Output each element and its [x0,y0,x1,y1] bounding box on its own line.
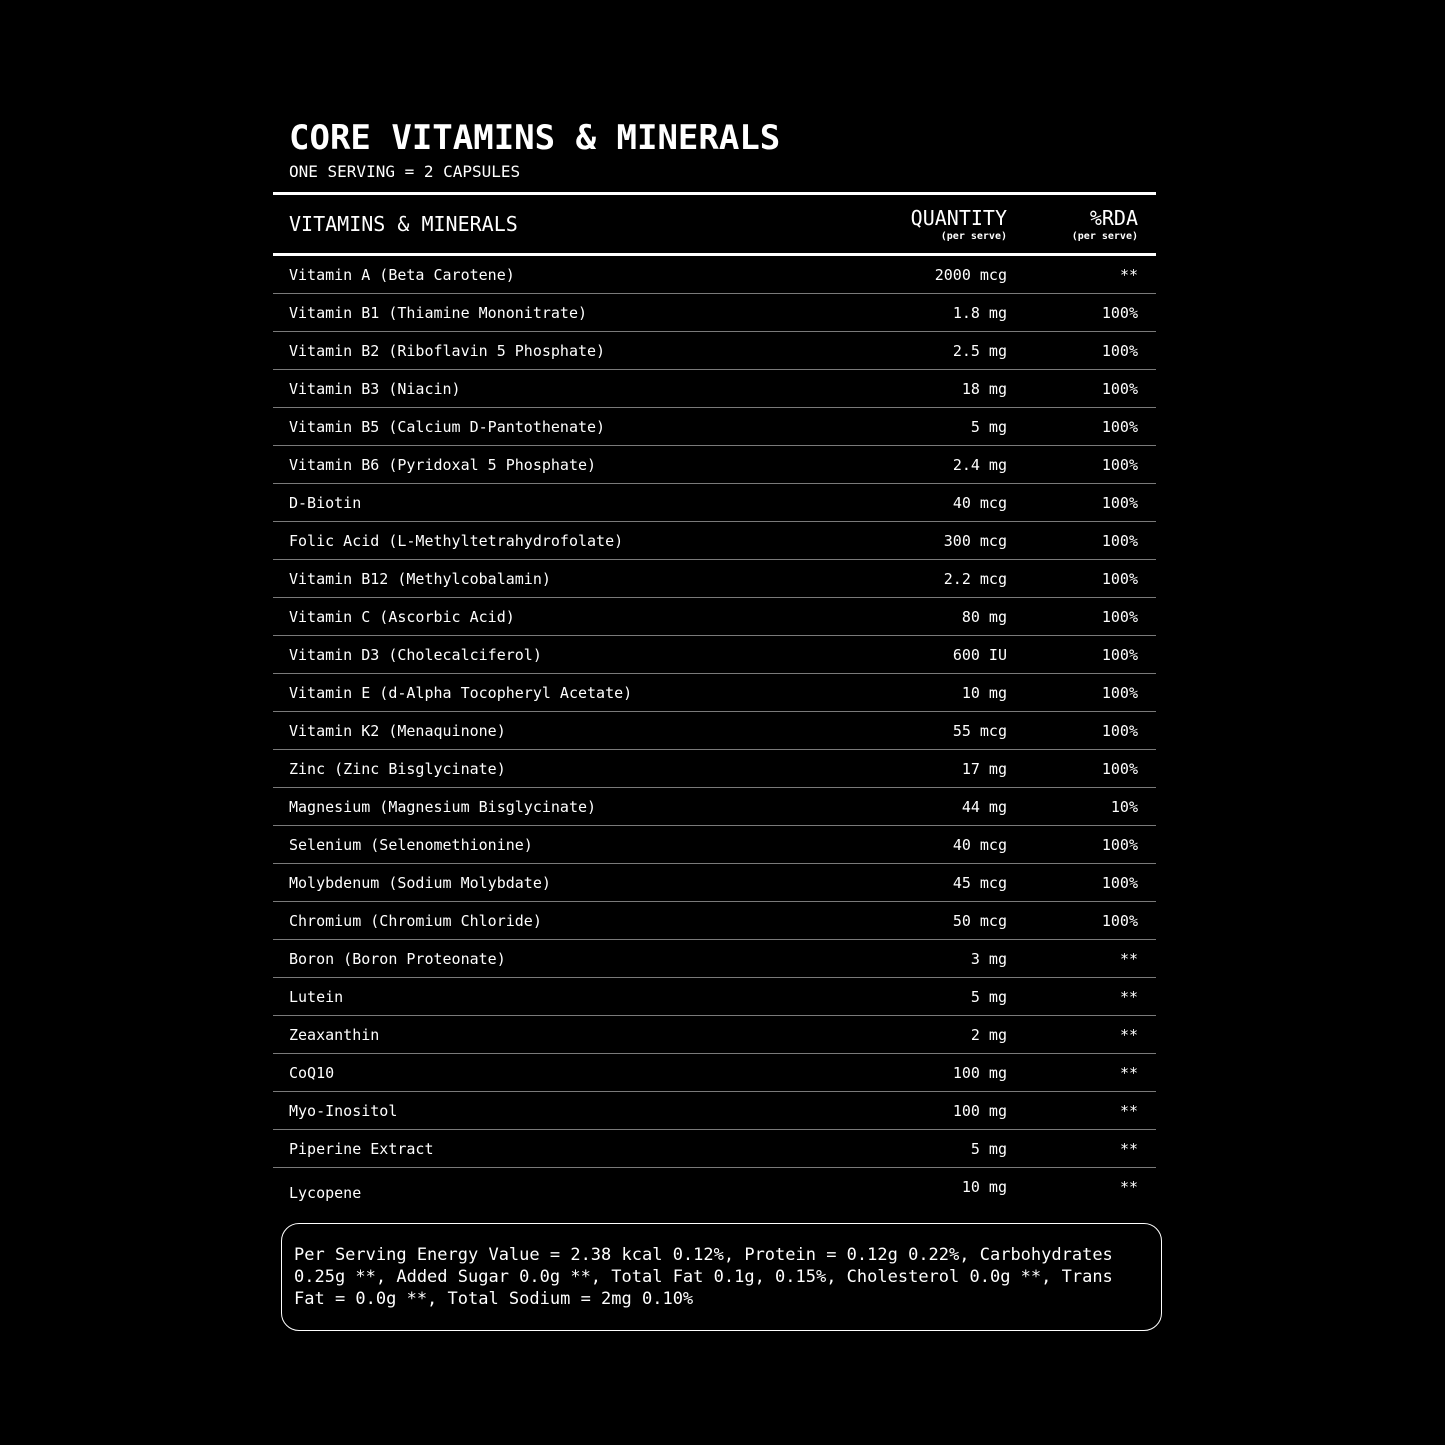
nutrient-name: Vitamin B5 (Calcium D-Pantothenate) [289,418,606,436]
nutrient-quantity: 40 mcg [952,494,1007,512]
nutrient-rda: 100% [1101,684,1138,702]
nutrient-name: Vitamin B2 (Riboflavin 5 Phosphate) [289,342,606,360]
nutrient-name: Vitamin B6 (Pyridoxal 5 Phosphate) [289,456,597,474]
nutrient-rda: 100% [1101,342,1138,360]
table-row [273,446,1156,484]
nutrient-name: Chromium (Chromium Chloride) [289,912,542,930]
table-row [273,1168,1156,1218]
nutrient-quantity: 1.8 mg [952,304,1007,322]
nutrient-quantity: 100 mg [952,1102,1007,1120]
nutrient-name: Vitamin K2 (Menaquinone) [289,722,506,740]
nutrient-name: Vitamin C (Ascorbic Acid) [289,608,515,626]
nutrient-name: Vitamin B3 (Niacin) [289,380,461,398]
nutrient-rda: 100% [1101,722,1138,740]
nutrient-rda: 100% [1101,836,1138,854]
nutrient-quantity: 50 mcg [952,912,1007,930]
nutrient-quantity: 5 mg [970,418,1007,436]
nutrient-rda: ** [1119,988,1138,1006]
nutrient-rda: 100% [1101,912,1138,930]
quantity-label: QUANTITY [910,206,1007,230]
nutrient-quantity: 2000 mcg [934,266,1007,284]
nutrient-rda: 100% [1101,532,1138,550]
supplement-facts-panel [273,118,1156,1218]
nutrition-note: Per Serving Energy Value = 2.38 kcal 0.12%, Protein = 0.12g 0.22%, Carbohydrates 0.25g **, Added Sugar 0.0g **, Total Fat 0.1g, 0.15%, Cholesterol 0.0g **, Trans Fat = 0.0g **, Total Sodium = 2mg 0.10% [281,1223,1162,1331]
nutrient-quantity: 3 mg [970,950,1007,968]
table-row [273,332,1156,370]
nutrient-rda: ** [1119,1178,1138,1196]
table-row [273,902,1156,940]
nutrient-name: CoQ10 [289,1064,335,1082]
nutrient-rda: 100% [1101,608,1138,626]
nutrient-name: Vitamin B1 (Thiamine Mononitrate) [289,304,588,322]
nutrient-name: Vitamin A (Beta Carotene) [289,266,515,284]
table-row [273,788,1156,826]
nutrient-rda: 100% [1101,646,1138,664]
table-row [273,1130,1156,1168]
nutrient-name: Vitamin D3 (Cholecalciferol) [289,646,542,664]
table-row [273,1054,1156,1092]
nutrient-quantity: 2.4 mg [952,456,1007,474]
nutrient-name: D-Biotin [289,494,362,512]
nutrient-name: Zinc (Zinc Bisglycinate) [289,760,506,778]
table-row [273,408,1156,446]
table-row [273,978,1156,1016]
table-row [273,256,1156,294]
nutrient-quantity: 2.2 mcg [943,570,1007,588]
table-row [273,826,1156,864]
nutrient-rda: 100% [1101,570,1138,588]
nutrient-quantity: 18 mg [961,380,1007,398]
nutrient-quantity: 10 mg [961,1178,1007,1196]
nutrient-name: Lycopene [289,1184,362,1202]
nutrient-quantity: 45 mcg [952,874,1007,892]
table-row [273,294,1156,332]
table-row [273,712,1156,750]
rda-sublabel: (per serve) [1071,231,1138,242]
table-row [273,560,1156,598]
nutrient-rda: ** [1119,1064,1138,1082]
nutrient-rda: 10% [1110,798,1138,816]
nutrient-quantity: 5 mg [970,1140,1007,1158]
quantity-sublabel: (per serve) [940,231,1007,242]
nutrient-quantity: 100 mg [952,1064,1007,1082]
nutrient-rda: 100% [1101,380,1138,398]
nutrient-quantity: 2.5 mg [952,342,1007,360]
nutrient-quantity: 600 IU [952,646,1007,664]
nutrient-quantity: 44 mg [961,798,1007,816]
nutrient-name: Vitamin E (d-Alpha Tocopheryl Acetate) [289,684,633,702]
column-header-name: VITAMINS & MINERALS [289,212,518,236]
nutrient-quantity: 17 mg [961,760,1007,778]
nutrient-rda: ** [1119,1140,1138,1158]
nutrient-quantity: 80 mg [961,608,1007,626]
nutrient-rda: ** [1119,266,1138,284]
nutrient-rda: ** [1119,1026,1138,1044]
nutrient-quantity: 300 mcg [943,532,1007,550]
table-header [273,195,1156,253]
nutrient-quantity: 5 mg [970,988,1007,1006]
rda-label: %RDA [1089,206,1138,230]
nutrient-rda: ** [1119,1102,1138,1120]
table-row [273,940,1156,978]
nutrient-name: Lutein [289,988,344,1006]
nutrient-quantity: 2 mg [970,1026,1007,1044]
nutrient-name: Myo-Inositol [289,1102,398,1120]
column-header-rda [273,195,1138,244]
nutrient-name: Magnesium (Magnesium Bisglycinate) [289,798,597,816]
nutrient-rda: 100% [1101,418,1138,436]
table-row [273,522,1156,560]
table-row [273,636,1156,674]
table-row [273,864,1156,902]
table-row [273,1016,1156,1054]
nutrient-rda: 100% [1101,494,1138,512]
table-row [273,750,1156,788]
nutrient-name: Molybdenum (Sodium Molybdate) [289,874,551,892]
table-row [273,674,1156,712]
nutrient-quantity: 55 mcg [952,722,1007,740]
nutrient-name: Piperine Extract [289,1140,434,1158]
serving-size: ONE SERVING = 2 CAPSULES [289,162,521,181]
nutrient-rda: 100% [1101,760,1138,778]
page-title: CORE VITAMINS & MINERALS [289,118,781,158]
nutrient-name: Selenium (Selenomethionine) [289,836,533,854]
nutrient-name: Vitamin B12 (Methylcobalamin) [289,570,551,588]
table-row [273,370,1156,408]
nutrient-rda: ** [1119,950,1138,968]
table-row [273,484,1156,522]
nutrient-quantity: 10 mg [961,684,1007,702]
nutrient-table-body [273,256,1156,1218]
nutrient-name: Folic Acid (L-Methyltetrahydrofolate) [289,532,624,550]
table-row [273,598,1156,636]
nutrient-name: Zeaxanthin [289,1026,380,1044]
nutrient-rda: 100% [1101,456,1138,474]
table-row [273,1092,1156,1130]
nutrient-name: Boron (Boron Proteonate) [289,950,506,968]
nutrient-rda: 100% [1101,874,1138,892]
nutrient-quantity: 40 mcg [952,836,1007,854]
nutrient-rda: 100% [1101,304,1138,322]
